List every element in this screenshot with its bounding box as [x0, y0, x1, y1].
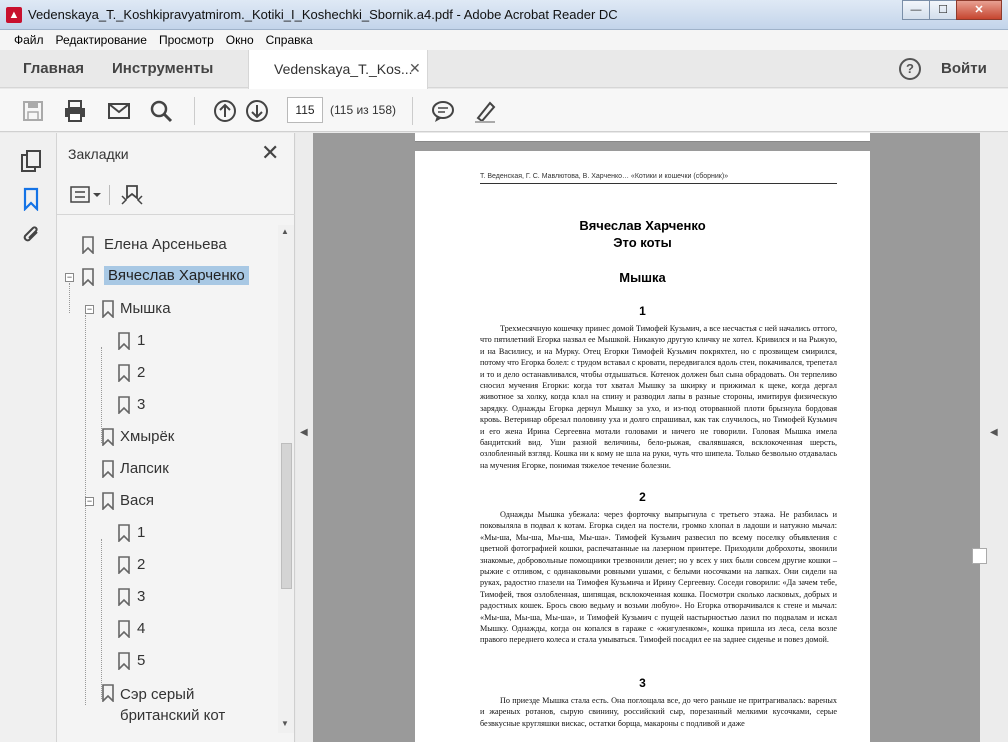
section-text: Трехмесячную кошечку принес домой Тимофей Кузьмич, а все несчастья с ней начались оттого, что пятилетний Егорка назвал ее Мышкой. Никакую другую кличку не хотел. Кривился и на Рыжую, и на Василису, и на Мурку. Отец Егорки Тимофей Кузьмич покряхтел, но с прозвищем смирился, потому что Егорка болел: с трудом вставал с кровати, передвигался вдоль стен, покачивался, трепетал и то и дело останавливался, чтобы отдышаться. Котенок должен был сына обрадовать. Он терпеливо сносил мучения Егорки: когда тот хватал Мышку за шкирку и прижимал к щеке, когда дергал животное за холку, когда клал на спину и разводил лапы в разные стороны, имитируя физическую зарядку. Однажды Егорка дернул Мышку за ухо, и из-под оторванной плоти брызнула бордовая кровь. Ветеринар обрезал половину уха и долго спрашивал, как так случилось, но Тимофей Кузьмич и его жена Ирина Сергеевна мотали головами и ничего не говорили. Головая Мышка имела бандитский вид. Уши разной величины, бело-рыжая, свалявшаяся, всклокоченная шерсть, озлобленный взгляд. Кошка ни к кому не шла на руки, чуть что шипела. Только безвольно отдавалась на мучения Егорке, понимая тяжелое течение болезни. [480, 324, 837, 470]
bookmark-item[interactable] [57, 520, 277, 546]
bookmark-item[interactable] [57, 424, 277, 450]
bookmark-label: Мышка [120, 300, 171, 317]
tab-tools[interactable]: Инструменты [112, 60, 214, 77]
scroll-down-icon[interactable]: ▼ [281, 719, 289, 728]
attachments-icon[interactable] [19, 223, 43, 247]
minimize-button[interactable]: — [902, 0, 930, 20]
bookmark-item[interactable] [57, 392, 277, 418]
bookmark-icon [102, 428, 114, 446]
print-icon[interactable] [62, 98, 88, 124]
page-up-icon[interactable] [212, 98, 238, 124]
collapse-toggle-icon[interactable]: − [86, 304, 93, 314]
tree-guide-line [101, 347, 102, 443]
close-tab-icon[interactable]: ✕ [409, 60, 421, 76]
bookmark-item[interactable] [57, 552, 277, 578]
pdf-icon: ▲ [6, 7, 22, 23]
bookmark-item[interactable] [57, 360, 277, 386]
bookmark-label: 2 [137, 556, 146, 573]
bookmark-item[interactable] [57, 232, 277, 258]
comment-icon[interactable] [430, 98, 456, 124]
bookmark-icon [118, 620, 130, 638]
bookmark-item[interactable] [57, 328, 277, 354]
page-count: (115 из 158) [330, 103, 397, 117]
page-down-icon[interactable] [244, 98, 270, 124]
search-icon[interactable] [148, 98, 174, 124]
collapse-right-icon[interactable]: ◀ [990, 427, 998, 438]
running-head: Т. Веденская, Г. С. Мавлютова, В. Харченко… «Котики и кошечки (сборник)» [480, 173, 729, 180]
bookmark-icon [118, 364, 130, 382]
bookmark-label: 4 [137, 620, 146, 637]
bookmark-label: 5 [137, 652, 146, 669]
close-button[interactable]: ✕ [956, 0, 1002, 20]
toolbar-separator [194, 97, 195, 125]
page-book-title: Это коты [613, 235, 672, 250]
bookmark-label: 3 [137, 588, 146, 605]
menu-edit[interactable]: Редактирование [55, 33, 147, 47]
bookmark-label: 1 [137, 524, 146, 541]
bookmark-icon [118, 524, 130, 542]
header-rule [480, 183, 837, 184]
tab-document[interactable] [248, 50, 428, 89]
bookmark-label: 1 [137, 332, 146, 349]
bookmark-item[interactable] [57, 648, 277, 674]
title-bar [0, 0, 1008, 30]
story-title: Мышка [619, 270, 666, 285]
toolbar-separator [412, 97, 413, 125]
bookmark-item[interactable] [57, 456, 277, 482]
collapse-toggle-icon[interactable]: − [66, 272, 73, 282]
bookmark-icon [118, 556, 130, 574]
bookmark-icon [102, 492, 114, 510]
document-scroll-thumb[interactable] [972, 548, 987, 564]
scroll-up-icon[interactable]: ▲ [281, 227, 289, 236]
right-collapse-strip[interactable] [980, 133, 1008, 742]
page-thumbnails-icon[interactable] [19, 149, 43, 173]
collapse-toggle-icon[interactable]: − [86, 496, 93, 506]
bookmark-item[interactable] [57, 616, 277, 642]
tree-guide-line [85, 315, 86, 705]
bookmark-icon [82, 236, 94, 254]
bookmark-item[interactable] [57, 680, 277, 724]
bookmark-icon [118, 652, 130, 670]
bookmark-item[interactable] [57, 584, 277, 610]
tab-bar [0, 50, 1008, 88]
bookmarks-scroll-thumb[interactable] [281, 443, 292, 589]
window-title: Vedenskaya_T._Koshkipravyatmirom._Kotiki_I_Koshechki_Sbornik.a4.pdf - Adobe Acrobat Reader DC [28, 7, 618, 22]
login-button[interactable]: Войти [941, 60, 987, 77]
bookmark-label: Сэр серый британский кот [120, 686, 226, 724]
expand-bookmark-icon[interactable] [120, 183, 144, 207]
bookmark-item[interactable] [57, 264, 277, 290]
tab-document-label: Vedenskaya_T._Kos... [274, 61, 413, 77]
menu-window[interactable]: Окно [225, 33, 254, 47]
bookmark-icon [118, 396, 130, 414]
bookmark-icon [118, 588, 130, 606]
bookmark-options-icon[interactable] [70, 185, 102, 205]
window-controls [903, 0, 1002, 20]
bookmarks-toolbar [57, 175, 295, 215]
section-number: 2 [639, 490, 646, 504]
collapse-left-icon[interactable]: ◀ [300, 427, 308, 438]
bookmarks-title: Закладки [68, 146, 129, 162]
bookmark-label: Хмырёк [120, 428, 175, 445]
bookmark-icon [82, 268, 94, 286]
toolbar [0, 89, 1008, 132]
page-author: Вячеслав Харченко [579, 218, 706, 233]
bookmark-item[interactable] [57, 296, 277, 322]
bookmark-label: Елена Арсеньева [104, 236, 227, 253]
section-number: 3 [639, 676, 646, 690]
bookmark-icon [118, 332, 130, 350]
section-number: 1 [639, 304, 646, 318]
bookmark-label: 2 [137, 364, 146, 381]
menu-file[interactable]: Файл [14, 33, 44, 47]
tree-guide-line [69, 283, 70, 313]
tree-guide-line [101, 539, 102, 699]
section-text: По приезде Мышка стала есть. Она поглощала все, до чего раньше не притрагивалась: вареных и жареных ротанов, сырую свинину, российский сыр, порезанный мелкими кусочками, серые безвкусные кругляшки вискас, остатки борща, макароны с подливой и даже [480, 696, 837, 728]
page-number-input[interactable]: 115 [287, 97, 323, 123]
email-icon[interactable] [106, 98, 132, 124]
left-collapse-strip[interactable] [296, 133, 313, 742]
bookmarks-scrollbar[interactable] [278, 225, 294, 733]
left-nav-rail [0, 133, 57, 742]
toolbar-separator [109, 185, 110, 205]
bookmarks-icon[interactable] [19, 187, 43, 211]
close-panel-icon[interactable]: ✕ [261, 140, 280, 165]
bookmark-icon [102, 300, 114, 318]
section-text: Однажды Мышка убежала: через форточку выпрыгнула с третьего этажа. Не разбилась и поковыляла в подвал к котам. Егорка сидел на постели, громко хлопал в ладоши и натужно мычал: «Мы-ша, Мы-ша, Мы-ша, Мы-ша». Тимофей Кузьмич развесил по всему поселку объявления с цветной фотографией кошки, распечатанные на лазерном принтере. Приходили доброхоты, звонили знакомые, добровольные помощники трезвонили денег; но у всех у них были совсем другие кошки – рыжие с отливом, с одинаковыми ровными ушами, с белыми носочками на лапках. Они сидели на руках, радостно глазели на Тимофея Кузьмича и Ирину Сергеевну. Соседи говорили: «Да зачем тебе, Тимофей, твоя озлобленная, шипящая, всклокоченная кошка. Посмотри сколько ласковых, добрых и радостных кошек. Брось свою ведьму и возьми любую». Но Егорка отворачивался к стене и мычал: «Мы-ша, Мы-ша, Мы-ша», и Тимофей Кузьмич с пущей настырностью лазил по подвалам и искал Мышку. Однажды, когда он копался в гараже с «жигуленком», кошка пришла из леса, села возле правого переднего колеса и стала умываться. Тимофей посадил ее на заднее сиденье и повез домой. [480, 510, 837, 645]
bookmarks-panel [57, 133, 295, 742]
bookmark-item[interactable] [57, 488, 277, 514]
sign-icon[interactable] [472, 98, 498, 124]
tab-home[interactable]: Главная [23, 60, 85, 77]
previous-page-edge [415, 133, 870, 142]
bookmark-label: Вася [120, 492, 154, 509]
menu-bar [0, 30, 1008, 50]
bookmark-label: Вячеслав Харченко [104, 266, 249, 285]
pdf-page [415, 151, 870, 742]
help-icon[interactable]: ? [899, 58, 921, 80]
bookmark-icon [102, 460, 114, 478]
save-icon[interactable] [20, 98, 46, 124]
bookmark-label: Лапсик [120, 460, 169, 477]
menu-view[interactable]: Просмотр [158, 33, 214, 47]
bookmark-label: 3 [137, 396, 146, 413]
menu-help[interactable]: Справка [265, 33, 313, 47]
bookmark-icon [102, 684, 114, 702]
maximize-button[interactable]: ☐ [929, 0, 957, 20]
